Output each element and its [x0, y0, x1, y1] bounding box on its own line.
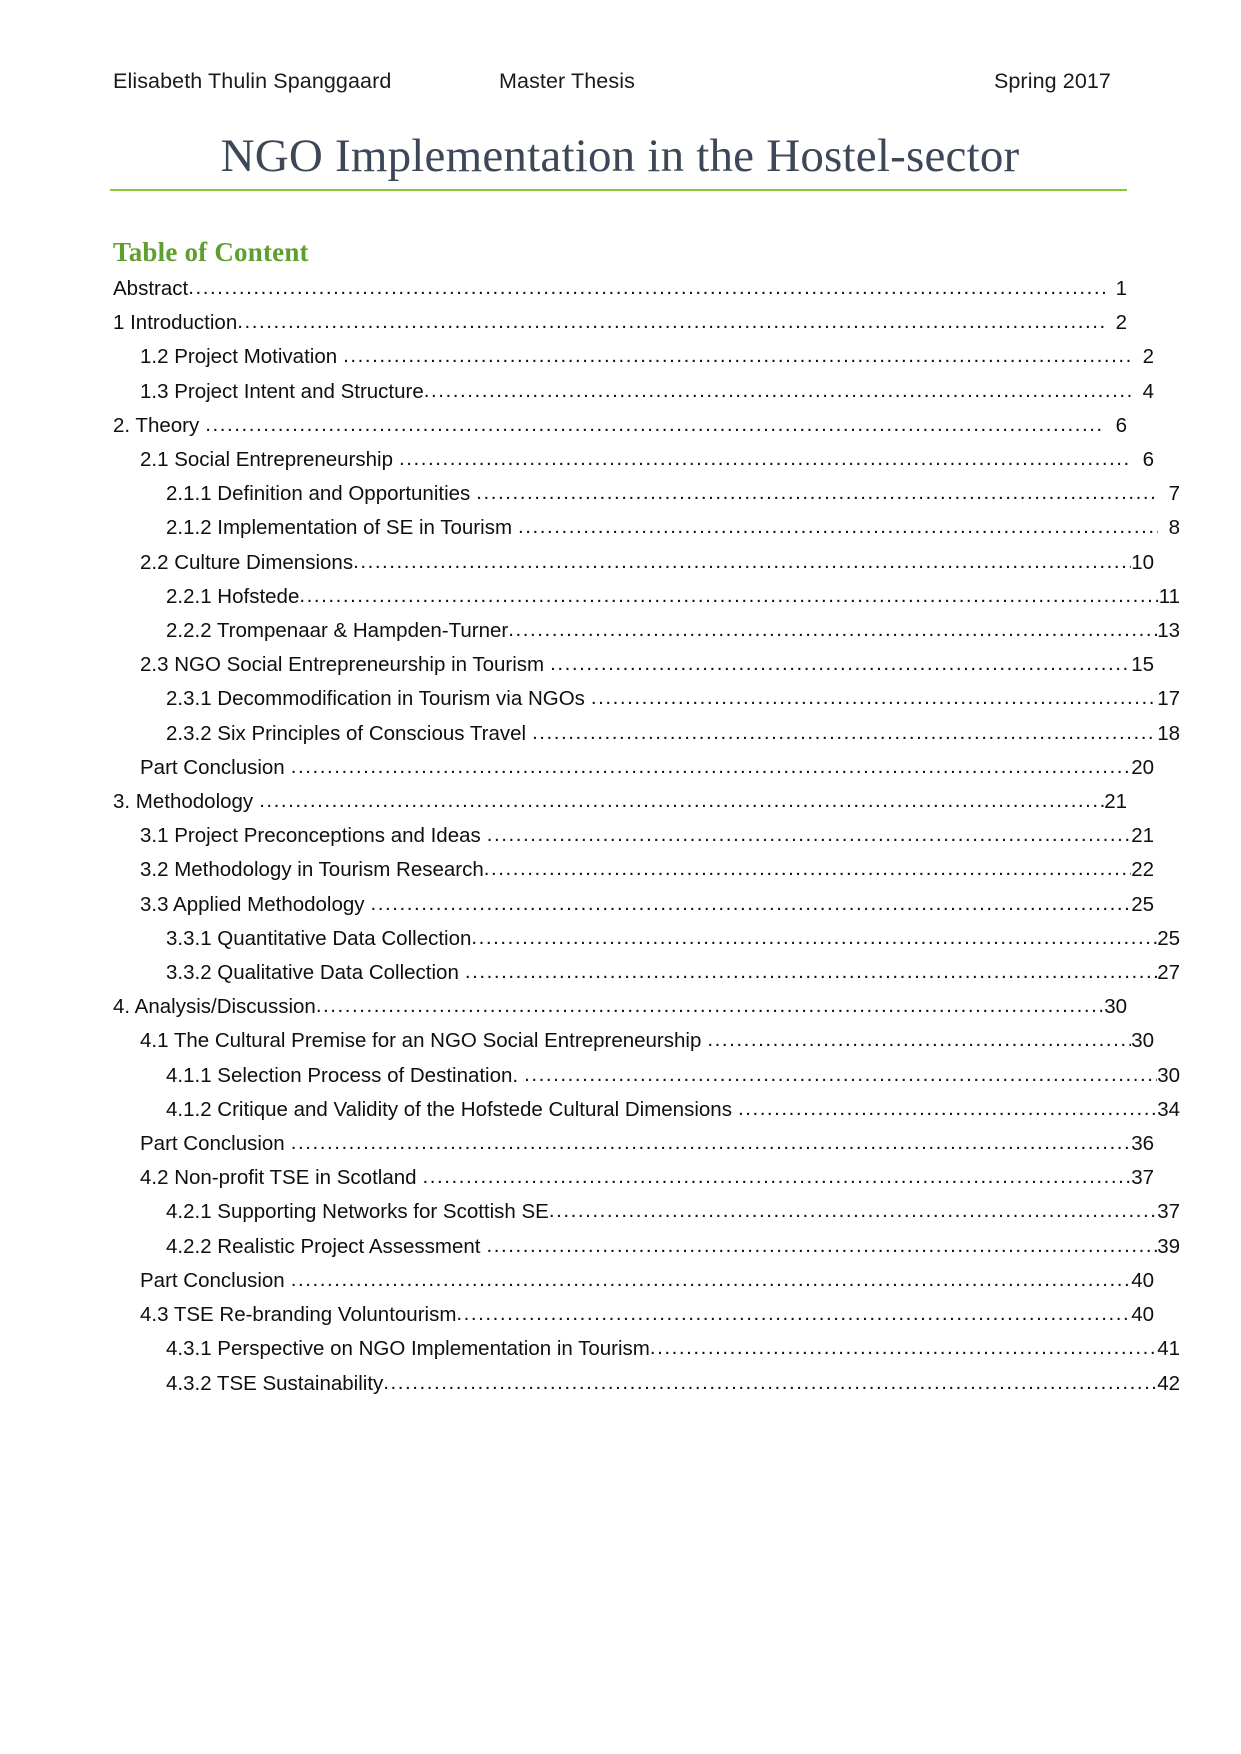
toc-leader-dots — [424, 375, 1132, 408]
toc-entry[interactable] — [113, 477, 1180, 511]
toc-leader-dots — [524, 1059, 1157, 1092]
toc-entry[interactable] — [113, 580, 1180, 614]
toc-entry-label: 2.2 Culture Dimensions — [140, 550, 354, 574]
toc-leader-dots — [486, 1230, 1157, 1263]
toc-entry-label: 4.1.1 Selection Process of Destination. — [166, 1063, 519, 1087]
toc-entry[interactable] — [113, 1367, 1180, 1401]
toc-leader-dots — [188, 272, 1105, 305]
toc-entry-page-number: 10 — [1131, 550, 1154, 574]
toc-entry[interactable] — [113, 1332, 1180, 1366]
table-of-contents — [113, 272, 1180, 1401]
toc-leader-dots — [484, 853, 1131, 886]
toc-entry[interactable] — [113, 375, 1154, 409]
toc-entry[interactable] — [113, 956, 1180, 990]
toc-leader-dots — [205, 409, 1105, 442]
toc-entry-label: 1.2 Project Motivation — [140, 345, 338, 369]
toc-entry-label: 4.3.1 Perspective on NGO Implementation in Tourism — [166, 1337, 650, 1361]
toc-leader-dots — [259, 785, 1104, 818]
toc-entry[interactable] — [113, 340, 1154, 374]
toc-entry[interactable] — [113, 614, 1180, 648]
toc-entry-label: 4.2 Non-profit TSE in Scotland — [140, 1166, 417, 1190]
toc-heading: Table of Content — [113, 237, 309, 267]
toc-entry-page-number: 30 — [1157, 1063, 1180, 1087]
toc-leader-dots — [343, 340, 1132, 373]
toc-entry-page-number: 7 — [1168, 482, 1180, 506]
toc-entry-page-number: 21 — [1104, 790, 1127, 814]
toc-leader-dots — [707, 1024, 1131, 1057]
toc-leader-dots — [549, 1195, 1157, 1228]
toc-entry[interactable] — [113, 648, 1154, 682]
toc-leader-dots — [237, 306, 1105, 339]
toc-entry-label: 2.1.2 Implementation of SE in Tourism — [166, 516, 513, 540]
toc-entry-label: 3.3.1 Quantitative Data Collection — [166, 926, 472, 950]
toc-entry-label: 3.2 Methodology in Tourism Research — [140, 858, 484, 882]
toc-leader-dots — [423, 1161, 1132, 1194]
title-divider — [110, 189, 1127, 191]
toc-entry-page-number: 25 — [1157, 926, 1180, 950]
toc-entry[interactable] — [113, 1264, 1154, 1298]
toc-entry-label: 3. Methodology — [113, 790, 254, 814]
toc-entry-label: 4.1.2 Critique and Validity of the Hofstede Cultural Dimensions — [166, 1097, 732, 1121]
toc-entry-page-number: 8 — [1168, 516, 1180, 540]
toc-entry-page-number: 42 — [1157, 1371, 1180, 1395]
toc-leader-dots — [383, 1367, 1157, 1400]
toc-entry[interactable] — [113, 1298, 1154, 1332]
toc-entry-page-number: 6 — [1142, 448, 1154, 472]
toc-entry-label: 3.1 Project Preconceptions and Ideas — [140, 824, 481, 848]
header-term: Spring 2017 — [993, 69, 1111, 93]
toc-entry-page-number: 39 — [1157, 1234, 1180, 1258]
toc-entry[interactable] — [113, 922, 1180, 956]
toc-entry[interactable] — [113, 443, 1154, 477]
toc-entry[interactable] — [113, 751, 1154, 785]
toc-entry-label: 3.3.2 Qualitative Data Collection — [166, 961, 459, 985]
page-title: NGO Implementation in the Hostel-sector — [220, 130, 1020, 182]
toc-entry-page-number: 37 — [1157, 1200, 1180, 1224]
toc-entry-page-number: 18 — [1157, 721, 1180, 745]
toc-entry[interactable] — [113, 306, 1127, 340]
toc-entry[interactable] — [113, 272, 1127, 306]
toc-leader-dots — [353, 546, 1131, 579]
toc-entry[interactable] — [113, 990, 1127, 1024]
toc-entry[interactable] — [113, 1093, 1180, 1127]
toc-entry-page-number: 22 — [1131, 858, 1154, 882]
toc-leader-dots — [316, 990, 1104, 1023]
toc-entry-label: 2.2.1 Hofstede — [166, 584, 300, 608]
toc-entry[interactable] — [113, 888, 1154, 922]
toc-entry-label: 2. Theory — [113, 413, 200, 437]
toc-entry[interactable] — [113, 682, 1180, 716]
toc-entry-label: 2.3.1 Decommodification in Tourism via NGOs — [166, 687, 585, 711]
running-header — [113, 64, 1127, 98]
toc-entry-page-number: 20 — [1131, 755, 1154, 779]
toc-entry[interactable] — [113, 1230, 1180, 1264]
toc-entry-label: 4.3 TSE Re-branding Voluntourism — [140, 1303, 457, 1327]
toc-entry-page-number: 17 — [1157, 687, 1180, 711]
toc-entry-page-number: 36 — [1131, 1132, 1154, 1156]
toc-entry-page-number: 27 — [1157, 961, 1180, 985]
toc-leader-dots — [508, 614, 1157, 647]
toc-entry-page-number: 4 — [1142, 379, 1154, 403]
toc-entry-label: 2.3.2 Six Principles of Conscious Travel — [166, 721, 527, 745]
toc-entry-label: 2.3 NGO Social Entrepreneurship in Tourism — [140, 653, 545, 677]
toc-entry[interactable] — [113, 409, 1127, 443]
toc-entry-label: Part Conclusion — [140, 1132, 285, 1156]
toc-leader-dots — [465, 956, 1157, 989]
toc-entry-page-number: 30 — [1131, 1029, 1154, 1053]
header-doc-type: Master Thesis — [499, 69, 635, 93]
toc-entry-label: Abstract — [113, 277, 189, 300]
header-author: Elisabeth Thulin Spanggaard — [113, 69, 392, 93]
toc-entry-label: 2.1 Social Entrepreneurship — [140, 448, 393, 472]
toc-entry-label: 3.3 Applied Methodology — [140, 892, 365, 916]
toc-entry[interactable] — [113, 1127, 1154, 1161]
toc-entry-page-number: 15 — [1131, 653, 1154, 677]
toc-entry-label: 4.2.1 Supporting Networks for Scottish SE — [166, 1200, 549, 1224]
toc-leader-dots — [471, 922, 1157, 955]
toc-entry-label: 4.2.2 Realistic Project Assessment — [166, 1234, 481, 1258]
toc-entry-label: 2.2.2 Trompenaar & Hampden-Turner — [166, 619, 509, 643]
toc-leader-dots — [456, 1298, 1131, 1331]
toc-entry-page-number: 6 — [1115, 413, 1127, 437]
toc-entry[interactable] — [113, 1161, 1154, 1195]
toc-entry[interactable] — [113, 546, 1154, 580]
toc-leader-dots — [476, 477, 1158, 510]
toc-entry[interactable] — [113, 819, 1154, 853]
toc-entry[interactable] — [113, 785, 1127, 819]
toc-entry-page-number: 11 — [1158, 584, 1180, 608]
toc-entry[interactable] — [113, 1195, 1180, 1229]
toc-entry-label: 1 Introduction — [113, 311, 238, 335]
toc-entry-label: 2.1.1 Definition and Opportunities — [166, 482, 471, 506]
toc-leader-dots — [550, 648, 1131, 681]
toc-entry-page-number: 37 — [1131, 1166, 1154, 1190]
toc-entry-page-number: 2 — [1115, 311, 1127, 335]
toc-leader-dots — [591, 682, 1157, 715]
toc-leader-dots — [650, 1332, 1157, 1365]
toc-entry[interactable] — [113, 511, 1180, 545]
toc-entry-label: 4.1 The Cultural Premise for an NGO Social Entrepreneurship — [140, 1029, 702, 1053]
toc-entry-label: 1.3 Project Intent and Structure — [140, 379, 424, 403]
toc-entry-page-number: 40 — [1131, 1268, 1154, 1292]
toc-entry-label: 4.3.2 TSE Sustainability — [166, 1371, 384, 1395]
toc-entry-label: Part Conclusion — [140, 1268, 285, 1292]
toc-entry-page-number: 2 — [1142, 345, 1154, 369]
toc-entry-label: Part Conclusion — [140, 755, 285, 779]
toc-entry-page-number: 41 — [1157, 1337, 1180, 1361]
toc-leader-dots — [371, 888, 1132, 921]
toc-leader-dots — [299, 580, 1158, 613]
toc-leader-dots — [738, 1093, 1157, 1126]
toc-leader-dots — [532, 717, 1157, 750]
toc-leader-dots — [291, 751, 1131, 784]
toc-entry[interactable] — [113, 1059, 1180, 1093]
toc-entry-page-number: 25 — [1131, 892, 1154, 916]
toc-leader-dots — [518, 511, 1158, 544]
toc-entry-page-number: 13 — [1157, 619, 1180, 643]
toc-entry[interactable] — [113, 853, 1154, 887]
toc-leader-dots — [291, 1127, 1131, 1160]
toc-leader-dots — [399, 443, 1132, 476]
toc-leader-dots — [291, 1264, 1131, 1297]
toc-entry-page-number: 34 — [1157, 1097, 1180, 1121]
toc-entry-page-number: 40 — [1131, 1303, 1154, 1327]
toc-entry-page-number: 1 — [1115, 277, 1127, 300]
toc-entry-label: 4. Analysis/Discussion — [113, 995, 316, 1019]
toc-entry-page-number: 21 — [1131, 824, 1154, 848]
toc-entry[interactable] — [113, 1024, 1154, 1058]
toc-entry-page-number: 30 — [1104, 995, 1127, 1019]
toc-entry[interactable] — [113, 717, 1180, 751]
toc-leader-dots — [487, 819, 1131, 852]
